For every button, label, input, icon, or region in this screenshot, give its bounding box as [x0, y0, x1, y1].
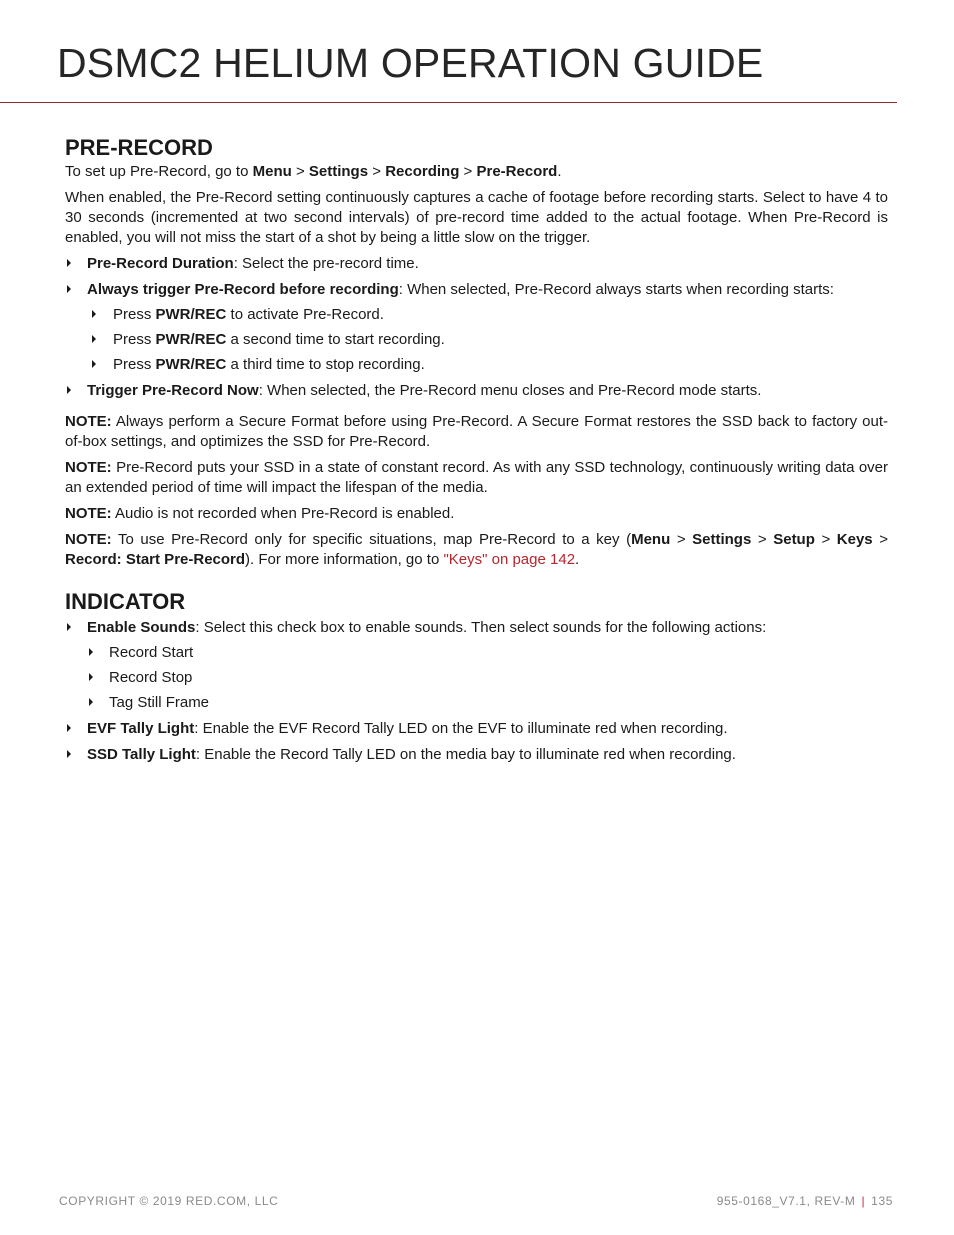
bullet-arrow-icon [67, 724, 71, 732]
list-item: Always trigger Pre-Record before recording: When selected, Pre-Record always starts when recording starts: [65, 280, 888, 300]
bullet-arrow-icon [67, 750, 71, 758]
pre-record-options-list [65, 254, 888, 300]
note-audio: NOTE: Audio is not recorded when Pre-Record is enabled. [65, 505, 455, 522]
list-item: Trigger Pre-Record Now: When selected, the Pre-Record menu closes and Pre-Record mode starts. [65, 381, 888, 401]
document-title: DSMC2 HELIUM OPERATION GUIDE [57, 40, 764, 86]
section-heading-indicator: INDICATOR [65, 589, 186, 614]
list-item: EVF Tally Light: Enable the EVF Record Tally LED on the EVF to illuminate red when recording. [65, 719, 888, 739]
page-content [65, 134, 888, 765]
header-divider [0, 102, 897, 103]
list-item: Tag Still Frame [65, 693, 888, 713]
note-ssd-lifespan: NOTE: Pre-Record puts your SSD in a state of constant record. As with any SSD technology, continuously writing data over an extended period of time will impact the lifespan of the media. [65, 459, 888, 496]
note-map-key: NOTE: To use Pre-Record only for specific situations, map Pre-Record to a key (Menu > Settings > Setup > Keys > Record: Start Pre-Record). For more information, go to "Keys" on page 142. [65, 531, 888, 568]
pre-record-intro: When enabled, the Pre-Record setting continuously captures a cache of footage before recording starts. Select to have 4 to 30 seconds (incremented at two second intervals) of pre-record time added to the actual footage. When Pre-Record is enabled, you will not miss the start of a shot by being a little slow on the trigger. [65, 189, 888, 246]
list-item: SSD Tally Light: Enable the Record Tally LED on the media bay to illuminate red when recording. [65, 745, 888, 765]
footer-copyright: COPYRIGHT © 2019 RED.COM, LLC [59, 1194, 279, 1208]
bullet-arrow-icon [67, 285, 71, 293]
bullet-arrow-icon [89, 648, 93, 656]
footer-page-info [717, 1194, 893, 1208]
bullet-arrow-icon [92, 310, 96, 318]
note-secure-format: NOTE: Always perform a Secure Format before using Pre-Record. A Secure Format restores the SSD back to factory out-of-box settings, and optimizes the SSD for Pre-Record. [65, 413, 888, 450]
sound-actions-list [65, 643, 888, 713]
bullet-arrow-icon [67, 623, 71, 631]
pre-record-options-list-cont [65, 381, 888, 401]
bullet-arrow-icon [89, 698, 93, 706]
bullet-arrow-icon [67, 259, 71, 267]
list-item: Enable Sounds: Select this check box to enable sounds. Then select sounds for the following actions: [65, 618, 888, 638]
section-heading-pre-record: PRE-RECORD [65, 135, 213, 160]
list-item: Press PWR/REC a third time to stop recording. [65, 355, 888, 375]
list-item: Press PWR/REC to activate Pre-Record. [65, 305, 888, 325]
list-item: Press PWR/REC a second time to start recording. [65, 330, 888, 350]
bullet-arrow-icon [92, 360, 96, 368]
bullet-arrow-icon [89, 673, 93, 681]
list-item: Record Stop [65, 668, 888, 688]
keys-page-link[interactable]: "Keys" on page 142 [443, 551, 576, 568]
footer-separator: | [861, 1194, 866, 1208]
indicator-options-list-cont [65, 719, 888, 765]
list-item: Record Start [65, 643, 888, 663]
bullet-arrow-icon [67, 386, 71, 394]
footer-doc-id: 955-0168_V7.1, REV-M [716, 1194, 856, 1208]
page-number: 135 [871, 1194, 893, 1208]
pwr-rec-steps-list [65, 305, 888, 375]
list-item: Pre-Record Duration: Select the pre-record time. [65, 254, 888, 274]
indicator-options-list [65, 618, 888, 638]
bullet-arrow-icon [92, 335, 96, 343]
pre-record-setup-path: To set up Pre-Record, go to Menu > Settings > Recording > Pre-Record. [65, 163, 562, 180]
